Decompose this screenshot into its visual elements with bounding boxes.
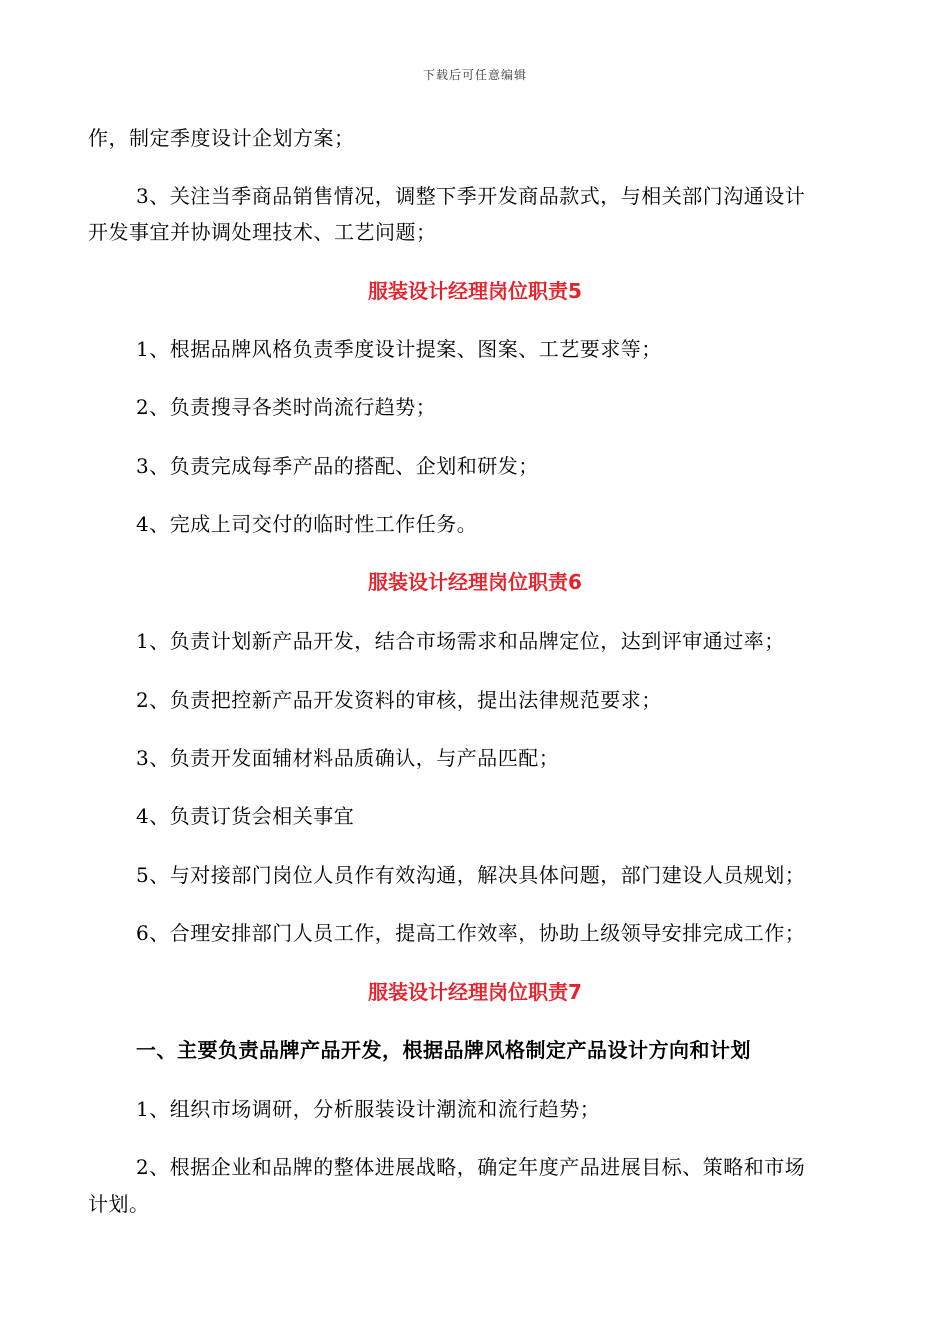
list-item: 3、负责完成每季产品的搭配、企划和研发； — [136, 454, 539, 478]
paragraph-line: 作，制定季度设计企划方案； — [88, 126, 355, 150]
list-item: 6、合理安排部门人员工作，提高工作效率，协助上级领导安排完成工作； — [136, 921, 806, 945]
list-item: 1、组织市场调研，分析服装设计潮流和流行趋势； — [136, 1097, 601, 1121]
section-heading-6: 服装设计经理岗位职责6 — [368, 570, 582, 594]
list-item: 1、根据品牌风格负责季度设计提案、图案、工艺要求等； — [136, 337, 662, 361]
paragraph-line: 开发事宜并协调处理技术、工艺问题； — [88, 220, 437, 244]
sub-heading: 一、主要负责品牌产品开发，根据品牌风格制定产品设计方向和计划 — [136, 1038, 751, 1062]
list-item: 1、负责计划新产品开发，结合市场需求和品牌定位，达到评审通过率； — [136, 629, 785, 653]
list-item: 4、完成上司交付的临时性工作任务。 — [136, 512, 478, 536]
list-item: 2、负责搜寻各类时尚流行趋势； — [136, 395, 437, 419]
list-item: 4、负责订货会相关事宜 — [136, 804, 355, 828]
list-item: 2、根据企业和品牌的整体进展战略，确定年度产品进展目标、策略和市场 — [136, 1155, 806, 1179]
section-heading-7: 服装设计经理岗位职责7 — [368, 980, 582, 1004]
header-note: 下载后可任意编辑 — [422, 68, 527, 82]
list-item: 5、与对接部门岗位人员作有效沟通，解决具体问题，部门建设人员规划； — [136, 863, 806, 887]
paragraph-line: 3、关注当季商品销售情况，调整下季开发商品款式，与相关部门沟通设计 — [136, 184, 806, 208]
section-heading-5: 服装设计经理岗位职责5 — [368, 279, 582, 303]
paragraph-line: 计划。 — [88, 1192, 150, 1216]
list-item: 2、负责把控新产品开发资料的审核，提出法律规范要求； — [136, 688, 662, 712]
list-item: 3、负责开发面辅材料品质确认，与产品匹配； — [136, 746, 560, 770]
